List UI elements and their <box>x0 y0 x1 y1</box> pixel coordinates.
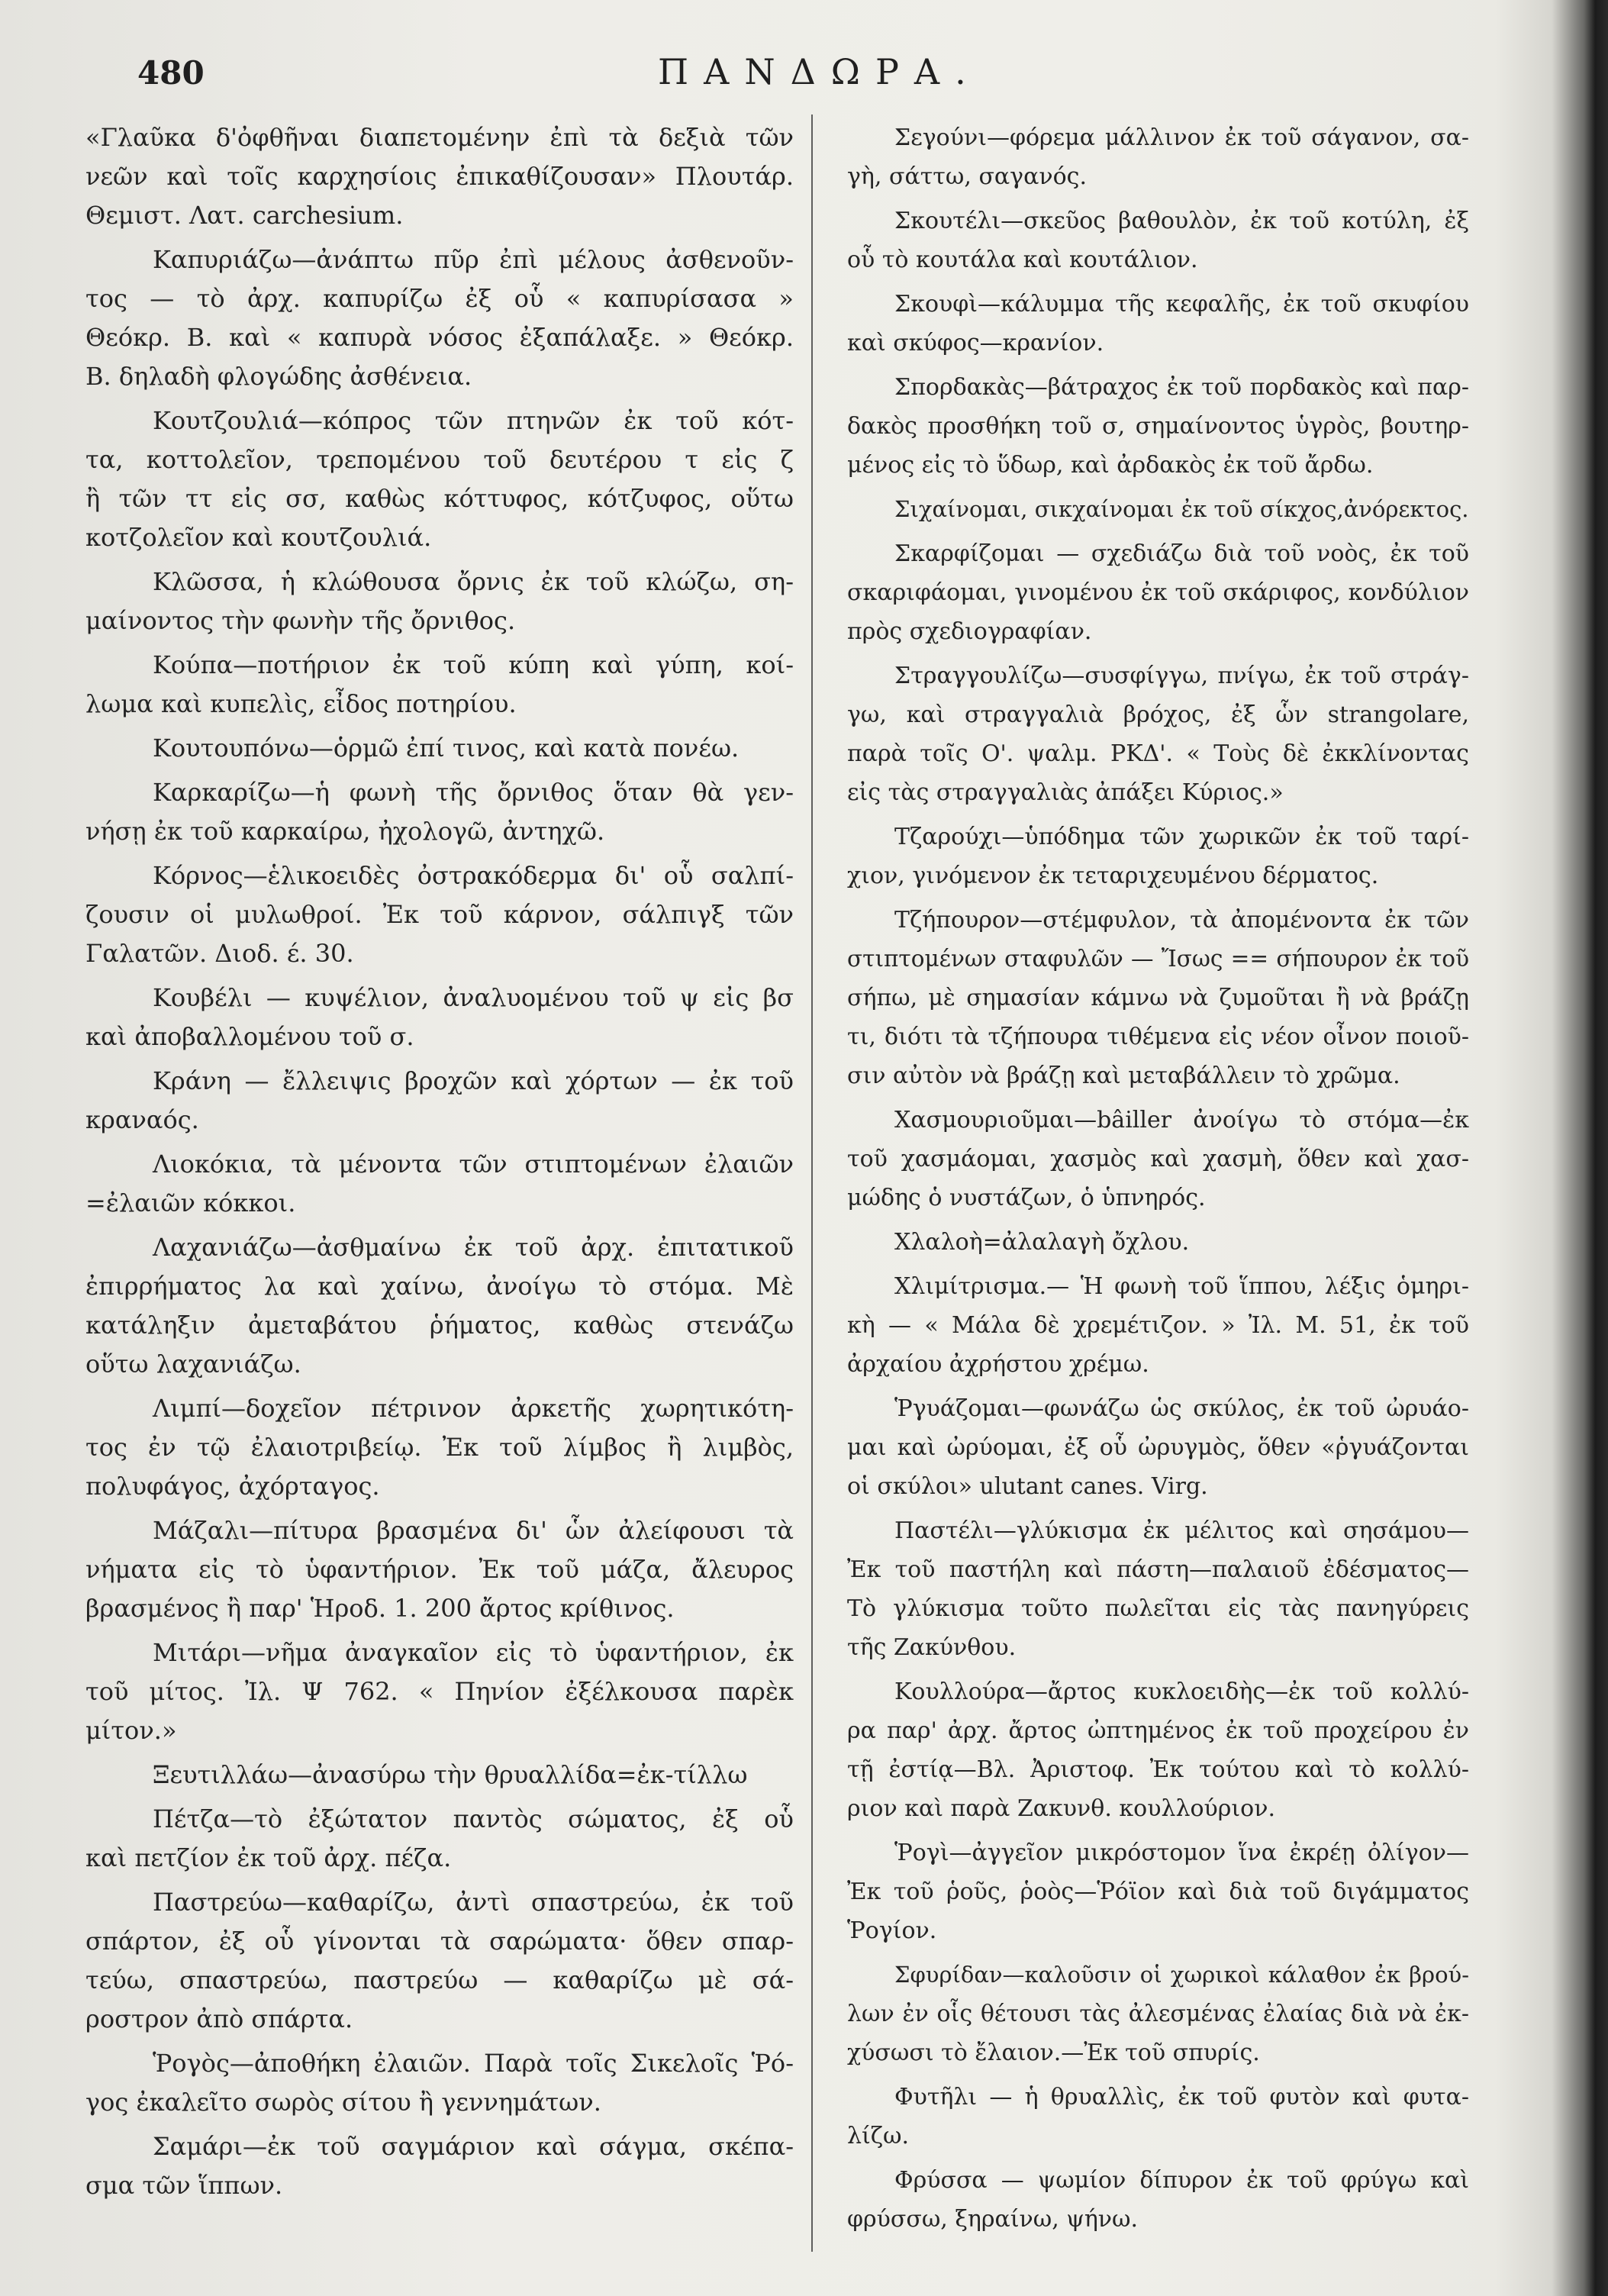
text-line: Σαμάρι—ἐκ τοῦ σαγμάριον καὶ σάγμα, σκέπα- <box>153 2132 794 2161</box>
text-line: Λιμπί—δοχεῖον πέτρινον ἀρκετῆς χωρητικότη- <box>153 1394 794 1423</box>
text-line: Θεμιστ. Λατ. carchesium. <box>85 201 404 230</box>
text-line: οἱ σκύλοι» ulutant canes. Virg. <box>847 1473 1208 1500</box>
text-line: Ἐκ τοῦ ῥοῦς, ῥοὸς—Ῥόϊον καὶ διὰ τοῦ διγάμματος <box>847 1878 1469 1905</box>
text-line: κατάληξιν ἀμεταβάτου ῥήματος, καθὼς στενάζω <box>85 1311 794 1340</box>
text-line: Κουτζουλιά—κόπρος τῶν πτηνῶν ἐκ τοῦ κότ- <box>153 406 794 435</box>
dictionary-entry <box>85 2044 794 2122</box>
text-line: Μιτάρι—νῆμα ἀναγκαῖον εἰς τὸ ὑφαντήριον, ἐκ <box>153 1638 794 1667</box>
dictionary-entry <box>847 1511 1469 1667</box>
dictionary-entry <box>847 1956 1469 2072</box>
dictionary-entry <box>85 1228 794 1384</box>
text-line: Ῥογίον. <box>847 1917 937 1944</box>
text-line: Παστέλι—γλύκισμα ἐκ μέλιτος καὶ σησάμου— <box>894 1517 1469 1544</box>
text-line: Στραγγουλίζω—συσφίγγω, πνίγω, ἐκ τοῦ στράγ- <box>894 663 1469 689</box>
text-line: Χασμουριοῦμαι—bâiller ἀνοίγω τὸ στόμα—ἐκ <box>894 1107 1469 1133</box>
page-number: 480 <box>137 54 205 92</box>
text-line: ριον καὶ παρὰ Ζακυνθ. κουλλούριον. <box>847 1795 1276 1822</box>
text-line: νήσῃ ἐκ τοῦ καρκαίρω, ἠχολογῶ, ἀντηχῶ. <box>85 817 605 846</box>
dictionary-entry <box>847 285 1469 363</box>
text-line: Πέτζα—τὸ ἐξώτατον παντὸς σώματος, ἐξ οὗ <box>153 1804 794 1833</box>
text-line: νεῶν καὶ τοῖς καρχησίοις ἐπικαθίζουσαν» Πλουτάρ. <box>85 162 794 191</box>
text-line: ροστρον ἀπὸ σπάρτα. <box>85 2004 353 2033</box>
text-line: Κλῶσσα, ἡ κλώθουσα ὄρνις ἐκ τοῦ κλώζω, ση- <box>153 567 794 596</box>
dictionary-entry <box>847 202 1469 279</box>
dictionary-entry <box>85 1145 794 1223</box>
text-line: γος ἐκαλεῖτο σωρὸς σίτου ἢ γεννημάτων. <box>85 2088 601 2117</box>
text-line: βρασμένος ἢ παρ' Ἡροδ. 1. 200 ἄρτος κρίθινος. <box>85 1594 675 1623</box>
text-line: στιπτομένων σταφυλῶν — Ἴσως == σήπουρον ἐκ τοῦ <box>847 946 1469 972</box>
text-line: Ῥογὸς—ἀποθήκη ἐλαιῶν. Παρὰ τοῖς Σικελοῖς Ῥό- <box>153 2049 794 2078</box>
text-line: Σιχαίνομαι, σικχαίνομαι ἐκ τοῦ σίκχος,ἀνόρεκτος. <box>894 496 1469 522</box>
left-column <box>85 118 794 2205</box>
dictionary-entry <box>847 1833 1469 1950</box>
text-line: Χλιμίτρισμα.— Ἡ φωνὴ τοῦ ἵππου, λέξις ὁμηρι- <box>894 1273 1469 1300</box>
dictionary-entry <box>847 2161 1469 2239</box>
text-line: Σφυρίδαν—καλοῦσιν οἱ χωρικοὶ κάλαθον ἐκ βρού- <box>894 1962 1469 1988</box>
text-line: Τὸ γλύκισμα τοῦτο πωλεῖται εἰς τὰς πανηγύρεις <box>847 1595 1469 1622</box>
text-line: Ξευτιλλάω—ἀνασύρω τὴν θρυαλλίδα=ἐκ-τίλλω <box>153 1760 748 1789</box>
text-line: «Γλαῦκα δ'ὀφθῆναι διαπετομένην ἐπὶ τὰ δεξιὰ τῶν <box>85 123 794 152</box>
dictionary-entry <box>847 656 1469 812</box>
text-line: Ῥογὶ—ἀγγεῖον μικρόστομον ἵνα ἐκρέῃ ὀλίγον— <box>894 1840 1469 1866</box>
dictionary-entry <box>847 118 1469 196</box>
text-line: κὴ — « Μάλα δὲ χρεμέτιζον. » Ἰλ. Μ. 51, ἐκ τοῦ <box>847 1312 1469 1339</box>
text-line: κραναός. <box>85 1105 199 1134</box>
text-line: λων ἐν οἷς θέτουσι τὰς ἀλεσμένας ἐλαίας διὰ νὰ ἐκ- <box>847 2001 1469 2027</box>
text-line: Ἐκ τοῦ παστήλη καὶ πάστη—παλαιοῦ ἐδέσματος— <box>847 1556 1469 1583</box>
dictionary-entry <box>847 1672 1469 1828</box>
text-line: λίζω. <box>847 2123 910 2149</box>
dictionary-entry <box>847 901 1469 1095</box>
text-line: τῆς Ζακύνθου. <box>847 1634 1017 1661</box>
text-line: Β. δηλαδὴ φλογώδης ἀσθένεια. <box>85 362 472 391</box>
text-line: οὗ τὸ κουτάλα καὶ κουτάλιον. <box>847 247 1198 273</box>
text-line: παρὰ τοῖς Ο'. ψαλμ. ΡΚΔ'. « Τοὺς δὲ ἐκκλίνοντας <box>847 740 1469 767</box>
dictionary-entry <box>847 534 1469 651</box>
column-divider <box>811 114 813 2252</box>
text-line: μένος εἰς τὸ ὕδωρ, καὶ ἀρδακὸς ἐκ τοῦ ἄρδω. <box>847 452 1374 479</box>
text-line: τεύω, σπαστρεύω, παστρεύω — καθαρίζω μὲ σά- <box>85 1965 794 1994</box>
dictionary-entry <box>85 856 794 973</box>
dictionary-entry <box>847 817 1469 895</box>
text-line: Τζαρούχι—ὑπόδημα τῶν χωρικῶν ἐκ τοῦ ταρί- <box>894 824 1469 850</box>
text-line: Λαχανιάζω—ἀσθμαίνω ἐκ τοῦ ἀρχ. ἐπιτατικοῦ <box>153 1233 794 1262</box>
text-line: ἐπιρρήματος λα καὶ χαίνω, ἀνοίγω τὸ στόμα. Μὲ <box>85 1272 794 1301</box>
text-line: Σκαρφίζομαι — σχεδιάζω διὰ τοῦ νοὸς, ἐκ τοῦ <box>894 540 1469 567</box>
text-line: πολυφάγος, ἀχόρταγος. <box>85 1472 380 1501</box>
text-line: καὶ σκύφος—κρανίον. <box>847 330 1104 356</box>
text-line: γω, καὶ στραγγαλιὰ βρόχος, ἐξ ὧν strangolare, <box>847 701 1469 728</box>
text-line: Γαλατῶν. Διοδ. έ. 30. <box>85 939 354 968</box>
text-line: νήματα εἰς τὸ ὑφαντήριον. Ἐκ τοῦ μάζα, ἄλευρος <box>85 1555 794 1584</box>
dictionary-entry <box>85 773 794 851</box>
text-line: Σκουφὶ—κάλυμμα τῆς κεφαλῆς, ἐκ τοῦ σκυφίου <box>894 291 1469 318</box>
text-line: χύσωσι τὸ ἔλαιον.—Ἐκ τοῦ σπυρίς. <box>847 2040 1260 2066</box>
text-line: Κουτουπόνω—ὁρμῶ ἐπί τινος, καὶ κατὰ πονέω. <box>153 734 740 763</box>
dictionary-entry <box>85 1756 794 1795</box>
text-line: τος ἐν τῷ ἐλαιοτριβείῳ. Ἐκ τοῦ λίμβος ἢ λιμβὸς, <box>85 1433 794 1462</box>
text-line: τοῦ μίτος. Ἰλ. Ψ 762. « Πηνίον ἐξέλκουσα παρὲκ <box>85 1677 794 1706</box>
text-line: καὶ πετζίον ἐκ τοῦ ἀρχ. πέζα. <box>85 1843 452 1872</box>
dictionary-entry <box>847 1101 1469 1217</box>
text-line: σήπω, μὲ σημασίαν κάμνω νὰ ζυμοῦται ἢ νὰ βράζῃ <box>847 985 1469 1011</box>
text-line: τοῦ χασμάομαι, χασμὸς καὶ χασμὴ, ὅθεν καὶ χασ- <box>847 1146 1469 1172</box>
text-line: σμα τῶν ἵππων. <box>85 2171 283 2200</box>
dictionary-entry <box>85 1511 794 1628</box>
text-line: Κράνη — ἔλλειψις βροχῶν καὶ χόρτων — ἐκ τοῦ <box>153 1066 794 1095</box>
dictionary-entry <box>847 490 1469 529</box>
text-line: Κούπα—ποτήριον ἐκ τοῦ κύπη καὶ γύπη, κοί- <box>153 650 794 679</box>
dictionary-entry <box>85 118 794 235</box>
text-line: Κόρνος—ἑλικοειδὲς ὀστρακόδερμα δι' οὗ σαλπί- <box>153 861 794 890</box>
text-line: χιον, γινόμενον ἐκ τεταριχευμένου δέρματος. <box>847 863 1379 889</box>
text-line: μίτον.» <box>85 1716 177 1745</box>
journal-title: ΠΑΝΔΩΡΑ. <box>658 51 981 92</box>
dictionary-entry <box>847 1267 1469 1384</box>
text-line: μώδης ὁ νυστάζων, ὁ ὑπνηρός. <box>847 1185 1206 1211</box>
text-line: σπάρτον, ἐξ οὗ γίνονται τὰ σαρώματα· ὅθεν σπαρ- <box>85 1927 794 1956</box>
dictionary-entry <box>85 2127 794 2205</box>
text-line: μαι καὶ ὠρύομαι, ἐξ οὗ ὠρυγμὸς, ὅθεν «ῥγυάζονται <box>847 1434 1469 1461</box>
text-line: ἢ τῶν ττ εἰς σσ, καθὼς κόττυφος, κότζυφος, οὕτω <box>85 484 794 513</box>
dictionary-entry <box>85 1389 794 1506</box>
text-line: ἀρχαίου ἀχρήστου χρέμω. <box>847 1351 1149 1378</box>
text-line: σιν αὐτὸν νὰ βράζῃ καὶ μεταβάλλειν τὸ χρῶμα. <box>847 1063 1400 1089</box>
dictionary-entry <box>85 1800 794 1878</box>
text-line: Κουβέλι — κυψέλιον, ἀναλυομένου τοῦ ψ εἰς βσ <box>153 983 794 1012</box>
dictionary-entry <box>85 401 794 557</box>
dictionary-entry <box>85 729 794 768</box>
text-line: κοτζολεῖον καὶ κουτζουλιά. <box>85 523 432 552</box>
dictionary-entry <box>85 979 794 1056</box>
text-line: καὶ ἀποβαλλομένου τοῦ σ. <box>85 1022 414 1051</box>
text-line: Καρκαρίζω—ἡ φωνὴ τῆς ὄρνιθος ὅταν θὰ γεν- <box>153 778 794 807</box>
text-line: τι, διότι τὰ τζήπουρα τιθέμενα εἰς νέον οἶνον ποιοῦ- <box>847 1024 1469 1050</box>
text-line: ρα παρ' ἀρχ. ἄρτος ὠπτημένος ἐκ τοῦ προχείρου ἐν <box>847 1717 1469 1744</box>
text-line: =ἐλαιῶν κόκκοι. <box>85 1188 296 1217</box>
text-line: τος — τὸ ἀρχ. καπυρίζω ἐξ οὗ « καπυρίσασα » <box>85 284 794 313</box>
dictionary-entry <box>85 1633 794 1750</box>
text-line: οὕτω λαχανιάζω. <box>85 1350 301 1379</box>
text-line: Καπυριάζω—ἀνάπτω πῦρ ἐπὶ μέλους ἀσθενοῦν- <box>153 245 794 274</box>
text-line: τα, κοττολεῖον, τρεπομένου τοῦ δευτέρου τ εἰς ζ <box>85 445 794 474</box>
text-line: Μάζαλι—πίτυρα βρασμένα δι' ὧν ἀλείφουσι τὰ <box>153 1516 794 1545</box>
text-line: Σκουτέλι—σκεῦος βαθουλὸν, ἐκ τοῦ κοτύλη, ἐξ <box>894 208 1469 234</box>
dictionary-entry <box>85 563 794 640</box>
dictionary-entry <box>847 1223 1469 1262</box>
text-line: φρύσσω, ξηραίνω, ψήνω. <box>847 2206 1139 2233</box>
text-line: Τζήπουρον—στέμφυλον, τὰ ἀπομένοντα ἐκ τῶν <box>894 907 1469 934</box>
text-line: Λιοκόκια, τὰ μένοντα τῶν στιπτομένων ἐλαιῶν <box>153 1150 794 1179</box>
dictionary-entry <box>85 1062 794 1140</box>
text-line: Παστρεύω—καθαρίζω, ἀντὶ σπαστρεύω, ἐκ τοῦ <box>153 1888 794 1917</box>
text-line: δακὸς προσθήκη τοῦ σ, σημαίνοντος ὑγρὸς, βουτηρ- <box>847 413 1469 440</box>
text-line: Χλαλοὴ=ἀλαλαγὴ ὄχλου. <box>894 1229 1190 1256</box>
text-line: Θεόκρ. Β. καὶ « καπυρὰ νόσος ἐξαπάλαξε. » Θεόκρ. <box>85 323 794 352</box>
text-line: λωμα καὶ κυπελὶς, εἶδος ποτηρίου. <box>85 689 517 718</box>
text-line: εἰς τὰς στραγγαλιὰς ἀπάξει Κύριος.» <box>847 779 1284 806</box>
text-line: σκαριφάομαι, γινομένου ἐκ τοῦ σκάριφος, κονδύλιον <box>847 579 1469 606</box>
text-line: Κουλλούρα—ἄρτος κυκλοειδὴς—ἐκ τοῦ κολλύ- <box>894 1678 1469 1705</box>
text-line: γὴ, σάττω, σαγανός. <box>847 163 1088 190</box>
dictionary-entry <box>85 646 794 724</box>
dictionary-entry <box>85 240 794 396</box>
text-line: τῇ ἐστίᾳ—Βλ. Ἀριστοφ. Ἐκ τούτου καὶ τὸ κολλύ- <box>847 1756 1469 1783</box>
text-line: πρὸς σχεδιογραφίαν. <box>847 618 1092 645</box>
text-line: Φρύσσα — ψωμίον δίπυρον ἐκ τοῦ φρύγω καὶ <box>894 2167 1469 2194</box>
text-line: Σεγούνι—φόρεμα μάλλινον ἐκ τοῦ σάγανον, σα- <box>894 124 1469 151</box>
text-line: Φυτῆλι — ἡ θρυαλλὶς, ἐκ τοῦ φυτὸν καὶ φυτα- <box>894 2084 1469 2111</box>
dictionary-entry <box>847 1389 1469 1506</box>
right-column <box>847 118 1469 2239</box>
dictionary-entry <box>847 2078 1469 2156</box>
dictionary-entry <box>85 1883 794 2039</box>
text-line: μαίνοντος τὴν φωνὴν τῆς ὄρνιθος. <box>85 606 516 635</box>
text-line: ζουσιν οἱ μυλωθροί. Ἐκ τοῦ κάρνον, σάλπιγξ τῶν <box>85 900 794 929</box>
dictionary-entry <box>847 368 1469 485</box>
text-line: Σπορδακὰς—βάτραχος ἐκ τοῦ πορδακὸς καὶ παρ- <box>894 374 1469 401</box>
text-line: Ῥγυάζομαι—φωνάζω ὡς σκύλος, ἐκ τοῦ ὠρυάο- <box>894 1395 1469 1422</box>
